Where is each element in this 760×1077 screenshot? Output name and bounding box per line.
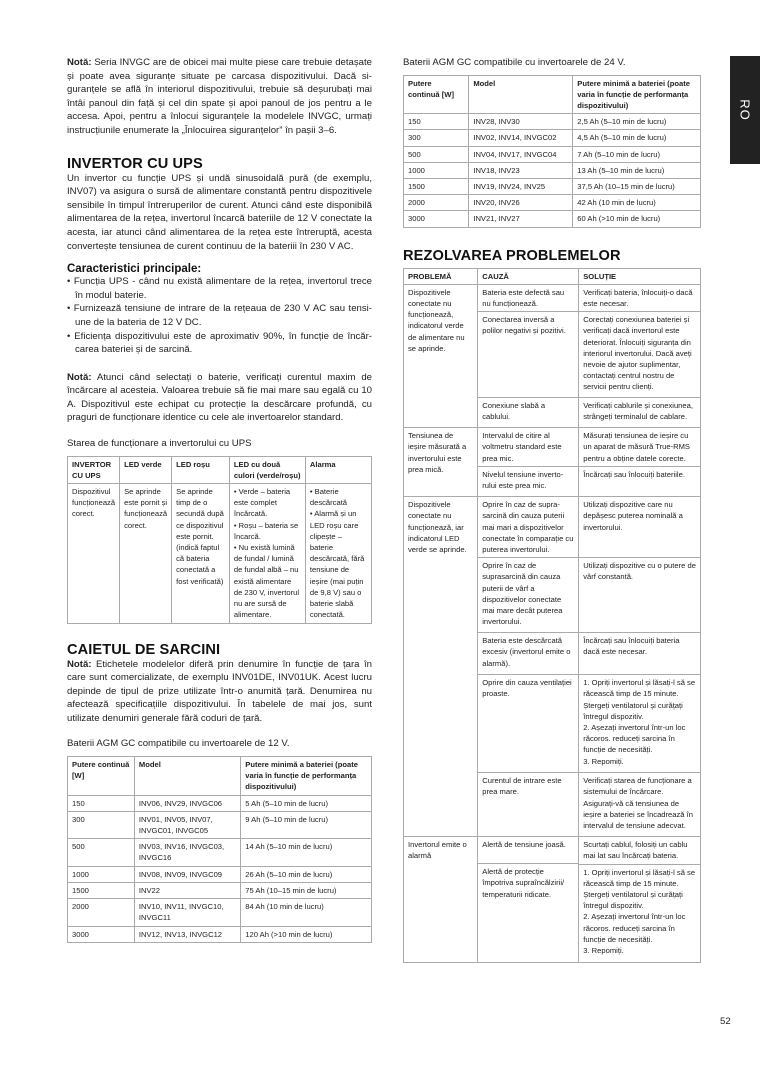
table-cell: 84 Ah (10 min de lucru) [241, 899, 372, 926]
table-cell: 37,5 Ah (10–15 min de lucru) [573, 179, 701, 195]
table-header: LED cu două culori (verde/roșu) [229, 456, 305, 483]
ups-heading: INVERTOR CU UPS [67, 155, 203, 172]
table-cell: 300 [68, 811, 135, 838]
spec-heading: CAIETUL DE SARCINI [67, 641, 221, 658]
cause-cell [478, 428, 579, 497]
table-cell: Se aprinde este pornit și funcționează corect. [120, 484, 172, 623]
features-heading: Caracteristici principale: [67, 263, 202, 276]
table-header: Model [134, 757, 240, 796]
table-cell: 9 Ah (5–10 min de lucru) [241, 811, 372, 838]
table-cell: 1000 [404, 162, 469, 178]
cause-text: Oprire în caz de suprasarcină din cauza puterii mai mari a dispozitivelor conectate în comparație cu puterea invertorului. [482, 500, 574, 555]
solution-text: Scurtați cablul, folosiți un cablu mai lat sau încărcați bateria. [583, 840, 688, 861]
battery-note: Notă: Atunci când selectați o baterie, verificați curentul maxim de încărcare al acesteia. Valoarea trebuie să fie mai mare sau egală cu 10 A. Dispozitivul este echipat cu protecție la descărcare profundă, cu praguri de funcționare identice cu cele ale invertoarelor standard. [67, 371, 372, 424]
table-cell: 26 Ah (5–10 min de lucru) [241, 866, 372, 882]
table-row [68, 899, 372, 926]
cause-text: Bateria este defectă sau nu funcționează. [482, 287, 565, 309]
table-cell: 150 [404, 114, 469, 130]
solution-text: Verificați cablurile și conexiunea, strângeți terminalul de cablare. [579, 397, 700, 425]
table-row [404, 195, 701, 211]
table-header: LED roșu [172, 456, 230, 483]
problem-cell: Dispozitivele conectate nu funcționează, iar indicatorul LED verde se aprinde. [404, 497, 478, 837]
table-row [404, 130, 701, 146]
list-item: • Eficiența dispozitivului este de aproximativ 90%, în funcție de încărcarea bateriei și de sarcină. [67, 330, 372, 356]
table-cell: INV20, INV26 [469, 195, 573, 211]
ups-status-table [67, 456, 372, 624]
table-12v-caption: Baterii AGM GC compatibile cu invertoarele de 12 V. [67, 738, 290, 750]
table-24v-caption: Baterii AGM GC compatibile cu invertoarele de 24 V. [403, 57, 626, 68]
table-cell: INV19, INV24, INV25 [469, 179, 573, 195]
table-row [68, 811, 372, 838]
cause-cell [478, 284, 579, 427]
solution-cell [579, 837, 701, 962]
cause-text: Conectarea inversă a polilor negativi și pozitivi. [478, 311, 578, 395]
battery-table-24v [403, 75, 701, 228]
table-header: Putere continuă [W] [404, 75, 469, 114]
table-row [404, 162, 701, 178]
table-cell: INV12, INV13, INVGC12 [134, 926, 240, 942]
solution-cell [579, 497, 701, 837]
solution-text: Verificați starea de funcționare a sistemului de încărcare. Asigurați-vă că tensiunea de ieșire a bateriei se încadrează în intervalul de tensiune adecvat. [579, 772, 700, 834]
table-row [404, 114, 701, 130]
table-row [68, 795, 372, 811]
table-cell: 3000 [404, 211, 469, 227]
table-cell: INV28, INV30 [469, 114, 573, 130]
table-header: Model [469, 75, 573, 114]
table-row [404, 146, 701, 162]
features-list [67, 275, 372, 357]
solution-text: Utilizați dispozitive cu o putere de vârf constantă. [579, 557, 700, 630]
table-cell: INV21, INV27 [469, 211, 573, 227]
table-cell: 150 [68, 795, 135, 811]
solution-text: Corectați conexiunea bateriei și verificați dacă invertorul este deteriorat. Înlocuiți siguranța din interiorul invertorului. Dacă aveți nevoie de ajutor suplimentar, contactați centrul nostru de servicii pentru clienți. [579, 311, 700, 395]
table-cell: INV18, INV23 [469, 162, 573, 178]
table-cell: Se aprinde timp de o secundă după ce dispozitivul este pornit. (indică faptul că bateria conectată a fost verificată) [172, 484, 230, 623]
table-row [404, 211, 701, 227]
troubleshooting-heading: REZOLVAREA PROBLEMELOR [403, 247, 621, 264]
table-cell: 300 [404, 130, 469, 146]
table-header: Putere continuă [W] [68, 757, 135, 796]
problem-cell: Invertorul emite o alarmă [404, 837, 478, 962]
intro-note: Notă: Seria INVGC are de obicei mai multe piese care trebuie detașate și poate avea siguranțe situate pe carcasa dispozitivului. Dacă siguranțele se află în interiorul dispozitivului, trebuie să deșurubați mai întâi panoul din față și cel din spate și apoi panoul de jos pentru a le accesa. Apoi, pentru a înlocui siguranțele la modelele INVGC, urmați instrucțiunile enumerate la „Înlocuirea siguranțelor” în pașii 3–6. [67, 57, 372, 136]
solution-text: Măsurați tensiunea de ieșire cu un aparat de măsură True-RMS pentru a obține datele corecte. [583, 431, 691, 463]
table-cell: 14 Ah (5–10 min de lucru) [241, 839, 372, 866]
table-cell: INV22 [134, 882, 240, 898]
table-row [68, 866, 372, 882]
solution-text: Utilizați dispozitive care nu depășesc puterea nominală a invertorului. [583, 500, 683, 532]
table-cell: 42 Ah (10 min de lucru) [573, 195, 701, 211]
table-cell: 7 Ah (5–10 min de lucru) [573, 146, 701, 162]
cause-cell [478, 837, 579, 962]
cause-text: Curentul de intrare este prea mare. [478, 772, 578, 834]
table-row [404, 284, 701, 427]
problem-cell: Tensiunea de ieșire măsurată a invertorului este prea mică. [404, 428, 478, 497]
table-cell: INV06, INV29, INVGC06 [134, 795, 240, 811]
spec-paragraph: Notă: Etichetele modelelor diferă prin denumire în funcție de țara în care sunt comercializate, de exemplu INV01DE, INV01UK. Acest lucru depinde de tipul de prize utilizate într-o anumită țară. Denumirea nu afectează specificațiile dispozitivului. În tabelele de mai jos, sunt utilizate denumiri generale fără coduri de țară. [67, 658, 372, 724]
language-tab [730, 56, 760, 164]
table-cell: INV10, INV11, INVGC10, INVGC11 [134, 899, 240, 926]
battery-table-12v [67, 756, 372, 943]
cause-text: Oprire în caz de suprasarcină din cauza puterii de vârf a dispozitivelor conectate mai mare decât puterea invertorului. [478, 557, 578, 630]
table-cell: 5 Ah (5–10 min de lucru) [241, 795, 372, 811]
table-header: LED verde [120, 456, 172, 483]
table-cell: INV04, INV17, INVGC04 [469, 146, 573, 162]
table-header: SOLUȚIE [579, 268, 701, 284]
table-cell: INV02, INV14, INVGC02 [469, 130, 573, 146]
table-cell: 1500 [404, 179, 469, 195]
ups-paragraph: Un invertor cu funcție UPS și undă sinusoidală pură (de exemplu, INV07) va asigura o sursă de alimentare constantă pentru dispozitivele sensibile în timpul întreruperilor de curent. Atunci când este disponibilă alimentarea de la rețea, invertorul încarcă bateriile de 12 V conectate la acesta, iar atunci când alimentarea de la rețea este întreruptă, acesta convertește tensiunea de curent continuu de la bateriii în 230 V AC. [67, 172, 372, 252]
table-cell: 75 Ah (10–15 min de lucru) [241, 882, 372, 898]
table-cell: INV01, INV05, INV07, INVGC01, INVGC05 [134, 811, 240, 838]
cause-text: Bateria este descărcată excesiv (invertorul emite o alarmă). [478, 632, 578, 672]
table-header: INVERTOR CU UPS [68, 456, 120, 483]
right-column [403, 56, 701, 963]
list-item: • Funcția UPS - când nu există alimentare de la rețea, invertorul trece în modul baterie. [67, 276, 372, 301]
solution-text: Încărcați sau înlocuiți bateria dacă este necesar. [579, 632, 700, 672]
cause-cell [478, 497, 579, 837]
table-header: Putere minimă a bateriei (poate varia în funcție de performanța dispozitivului) [573, 75, 701, 114]
table-cell: 120 Ah (>10 min de lucru) [241, 926, 372, 942]
table-cell: INV08, INV09, INVGC09 [134, 866, 240, 882]
table-row [68, 484, 372, 623]
table-row [404, 179, 701, 195]
table-cell: • Verde – bateria este complet încărcată. • Roșu – bateria se încarcă. • Nu există lumină de fundal / lumină de fundal albă – nu există alimentare de 230 V, invertorul nu are sursă de alimentare. [229, 484, 305, 623]
table-cell: 500 [68, 839, 135, 866]
left-column [67, 56, 372, 943]
solution-text: Încărcați sau înlocuiți bateriile. [579, 466, 700, 494]
table-row [68, 839, 372, 866]
page-number: 52 [720, 1016, 731, 1027]
table-row [68, 882, 372, 898]
table-cell: 4,5 Ah (5–10 min de lucru) [573, 130, 701, 146]
table-header: PROBLEMĂ [404, 268, 478, 284]
table-cell: 3000 [68, 926, 135, 942]
table-header: CAUZĂ [478, 268, 579, 284]
cause-text: Intervalul de citire al voltmetru standard este prea mic. [482, 431, 562, 463]
table-cell: 500 [404, 146, 469, 162]
cause-text: Alertă de protecție împotriva supraîncălzirii/ temperaturii ridicate. [478, 863, 578, 959]
list-item: • Furnizează tensiune de intrare de la rețeaua de 230 V AC sau tensiune de la bateria de 12 V DC. [67, 303, 372, 328]
table-row [404, 837, 701, 962]
table-cell: 2000 [68, 899, 135, 926]
table-cell: 1500 [68, 882, 135, 898]
status-caption: Starea de funcționare a invertorului cu UPS [67, 438, 252, 450]
table-cell: 1000 [68, 866, 135, 882]
table-header: Alarma [305, 456, 371, 483]
table-row [404, 428, 701, 497]
solution-cell [579, 284, 701, 427]
table-cell: 2,5 Ah (5–10 min de lucru) [573, 114, 701, 130]
cause-text: Oprire din cauza ventilației proaste. [478, 674, 578, 770]
table-cell: 13 Ah (5–10 min de lucru) [573, 162, 701, 178]
table-header: Putere minimă a bateriei (poate varia în funcție de performanța dispozitivului) [241, 757, 372, 796]
problem-cell: Dispozitivele conectate nu funcționează, indicatorul verde de alimentare nu se aprinde. [404, 284, 478, 427]
language-tab-label: RO [737, 99, 753, 121]
table-cell: Dispozitivul funcționează corect. [68, 484, 120, 623]
table-cell: 60 Ah (>10 min de lucru) [573, 211, 701, 227]
table-row [68, 926, 372, 942]
table-cell: 2000 [404, 195, 469, 211]
table-row [404, 497, 701, 837]
table-cell: INV03, INV16, INVGC03, INVGC16 [134, 839, 240, 866]
cause-text: Alertă de tensiune joasă. [482, 840, 566, 850]
solution-cell [579, 428, 701, 497]
cause-text: Conexiune slabă a cablului. [478, 397, 578, 425]
solution-text: 1. Opriți invertorul și lăsați-l să se răcească timp de 15 minute. Ștergeți ventilatorul și curățați întregul dispozitiv. 2. Așezați invertorul într-un loc răcoros. reduceți sarcina în funcție de necesități. 3. Repomiți. [579, 674, 700, 770]
cause-text: Nivelul tensiune invertorului este prea mic. [478, 466, 578, 494]
table-cell: • Baterie descărcată • Alarmă și un LED roșu care clipește – baterie descărcată, fără tensiune de ieșire (mai puțin de 9,8 V) sau o baterie slabă conectată. [305, 484, 371, 623]
troubleshooting-table [403, 268, 701, 963]
solution-text: Verificați bateria, înlocuiți-o dacă este necesar. [583, 287, 693, 309]
solution-text: 1. Opriți invertorul și lăsați-l să se răcească timp de 15 minute. Ștergeți ventilatorul și curățați întregul dispozitiv. 2. Așezați invertorul într-un loc răcoros. reduceți sarcina în funcție de necesități. 3. Repomiți. [579, 864, 700, 960]
